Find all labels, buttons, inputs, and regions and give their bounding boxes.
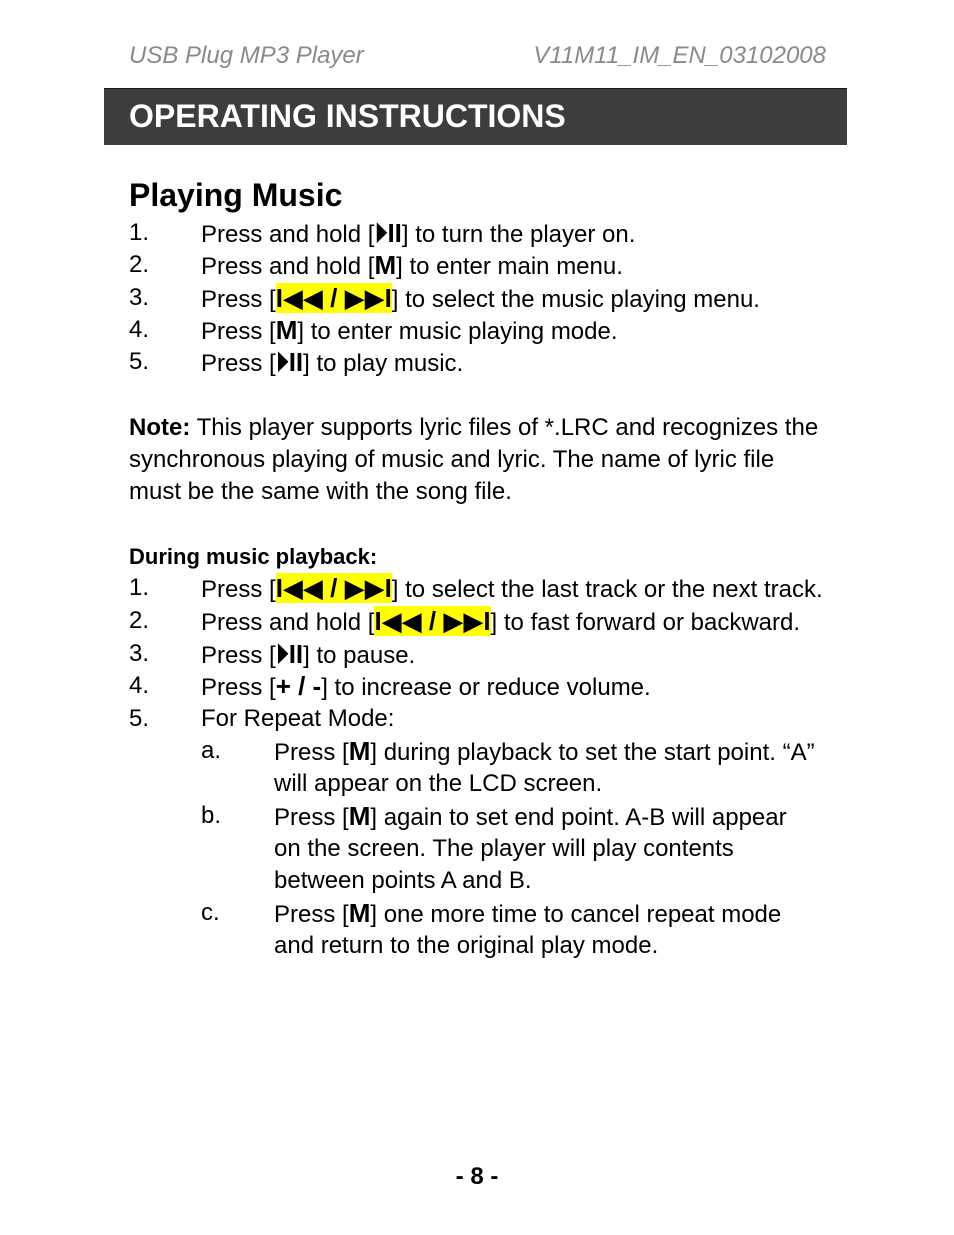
menu-key: M: [348, 736, 371, 766]
step-text: Press [⏵II] to pause.: [201, 639, 416, 669]
note-label: Note:: [129, 414, 191, 441]
page-number: - 8 -: [455, 1163, 499, 1190]
sub-step-text: on the screen. The player will play contents: [274, 835, 734, 862]
step-text: Press [⏵II] to play music.: [201, 347, 464, 377]
note-text: This player supports lyric files of *.LRC and recognizes the synchronous playing of music and lyric. The name of lyric file must be the same with the song file.: [129, 414, 819, 505]
running-header: [129, 42, 826, 70]
sub-step-text: Press [M] during playback to set the start point. “A”: [274, 736, 815, 766]
note-paragraph: [129, 412, 829, 508]
step-text: For Repeat Mode:: [201, 705, 395, 732]
step-number: 2.: [129, 251, 150, 278]
play-pause-key: ⏵II: [275, 347, 304, 377]
step-number: 3.: [129, 284, 150, 311]
play-pause-key: ⏵II: [374, 218, 402, 248]
sub-step-text: and return to the original play mode.: [274, 932, 659, 959]
prev-next-key: I◀◀ / ▶▶I: [374, 606, 491, 636]
sub-step-letter: a.: [201, 737, 222, 764]
sub-step-letter: c.: [201, 899, 220, 926]
banner-title: OPERATING INSTRUCTIONS: [129, 98, 566, 134]
menu-key: M: [348, 801, 371, 831]
step-number: 4.: [129, 672, 150, 699]
step-number: 5.: [129, 348, 150, 375]
sub-step-text: Press [M] again to set end point. A-B will appear: [274, 801, 787, 831]
step-number: 4.: [129, 316, 150, 343]
step-text: Press [M] to enter music playing mode.: [201, 315, 618, 345]
section-banner: [104, 88, 847, 145]
step-text: Press and hold [I◀◀ / ▶▶I] to fast forward or backward.: [201, 606, 801, 636]
section-title: Playing Music: [129, 177, 343, 213]
step-number: 1.: [129, 574, 150, 601]
prev-next-key: I◀◀ / ▶▶I: [275, 573, 392, 603]
sub-step-text: Press [M] one more time to cancel repeat mode: [274, 898, 782, 928]
sub-step-text: between points A and B.: [274, 867, 532, 894]
manual-title: USB Plug MP3 Player: [129, 42, 364, 69]
sub-step-letter: b.: [201, 802, 222, 829]
step-text: Press [I◀◀ / ▶▶I] to select the last track or the next track.: [201, 573, 823, 603]
step-number: 5.: [129, 705, 150, 732]
menu-key: M: [275, 315, 298, 345]
volume-key: + / -: [275, 671, 322, 701]
step-number: 3.: [129, 640, 150, 667]
menu-key: M: [374, 250, 397, 280]
step-text: Press [+ / -] to increase or reduce volume.: [201, 671, 651, 701]
playback-heading: During music playback:: [129, 544, 378, 569]
sub-step-text: will appear on the LCD screen.: [274, 770, 603, 797]
play-pause-key: ⏵II: [275, 639, 304, 669]
step-text: Press [I◀◀ / ▶▶I] to select the music playing menu.: [201, 283, 760, 313]
step-text: Press and hold [⏵II] to turn the player on.: [201, 218, 636, 248]
step-number: 2.: [129, 607, 150, 634]
step-text: Press and hold [M] to enter main menu.: [201, 250, 623, 280]
menu-key: M: [348, 898, 371, 928]
document-code: V11M11_IM_EN_03102008: [533, 42, 826, 69]
prev-next-key: I◀◀ / ▶▶I: [275, 283, 392, 313]
step-number: 1.: [129, 219, 150, 246]
